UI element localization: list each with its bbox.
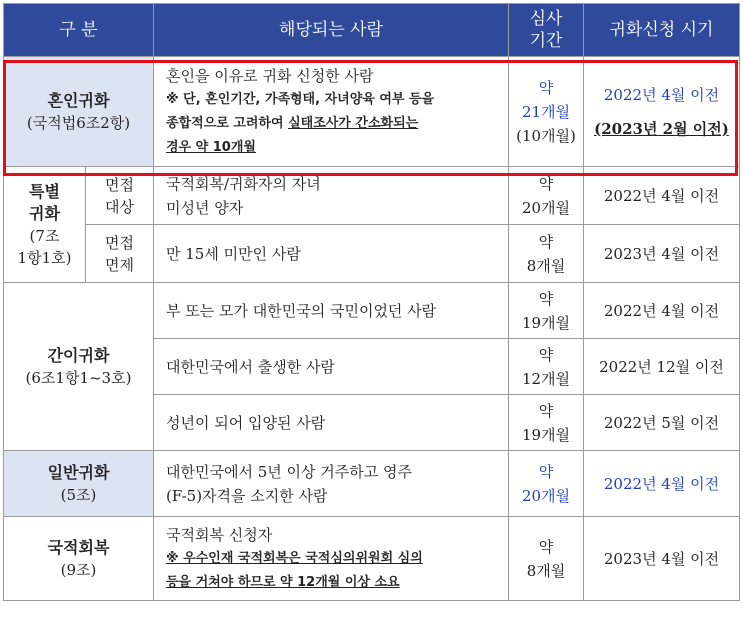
general-period1: 약 (538, 462, 554, 481)
naturalization-table (3, 3, 740, 601)
general-category (4, 451, 154, 517)
simple-period-1-months: 19개월 (521, 313, 571, 332)
special-exempt-sub2: 면제 (105, 255, 134, 274)
special-exempt-period1: 약 (538, 232, 554, 251)
marriage-note-line1: ※ 단, 혼인기간, 가족형태, 자녀양육 여부 등을 (166, 91, 435, 107)
marriage-period-months: 21개월 (521, 102, 571, 121)
marriage-timing (584, 57, 740, 167)
simple-law: (6조1항1~3호) (25, 368, 132, 387)
restore-period2: 8개월 (526, 561, 566, 580)
special-exempt-desc: 만 15세 미만인 사람 (154, 225, 509, 283)
simple-desc-2: 대한민국에서 출생한 사람 (154, 339, 509, 395)
simple-timing-3: 2022년 5월 이전 (584, 395, 740, 451)
marriage-desc-line: 혼인을 이유로 귀화 신청한 사람 (166, 66, 374, 85)
special-exempt-timing: 2023년 4월 이전 (584, 225, 740, 283)
special-interview-desc (154, 167, 509, 225)
header-row (4, 4, 740, 57)
special-interview-period2: 20개월 (521, 198, 571, 217)
special-interview-desc1: 국적회복/귀화자의 자녀 (166, 174, 321, 193)
table-row-marriage (4, 57, 740, 167)
general-period2: 20개월 (521, 486, 571, 505)
header-timing: 귀화신청 시기 (584, 4, 740, 57)
marriage-law: (국적법6조2항) (26, 113, 131, 132)
general-desc2: (F-5)자격을 소지한 사람 (166, 486, 328, 505)
restore-period (509, 517, 584, 601)
simple-timing-1: 2022년 4월 이전 (584, 283, 740, 339)
special-exempt-sub1: 면접 (105, 233, 134, 252)
simple-timing-2: 2022년 12월 이전 (584, 339, 740, 395)
special-interview-sub2: 대상 (105, 197, 134, 216)
simple-desc-1: 부 또는 모가 대한민국의 국민이었던 사람 (154, 283, 509, 339)
special-interview-sub1: 면접 (105, 175, 134, 194)
general-title: 일반귀화 (47, 462, 110, 482)
marriage-title: 혼인귀화 (47, 90, 110, 110)
marriage-category (4, 57, 154, 167)
restore-timing: 2023년 4월 이전 (584, 517, 740, 601)
general-law: (5조) (60, 485, 97, 504)
special-exempt-period (509, 225, 584, 283)
special-interview-desc2: 미성년 양자 (166, 198, 244, 217)
special-category (4, 167, 86, 283)
special-interview-period (509, 167, 584, 225)
simple-period-3-months: 19개월 (521, 425, 571, 444)
marriage-note-underline: 실태조사가 간소화되는 (288, 115, 419, 131)
simple-period-3 (509, 395, 584, 451)
marriage-timing-main: 2022년 4월 이전 (603, 85, 720, 104)
simple-desc-3: 성년이 되어 입양된 사람 (154, 395, 509, 451)
marriage-desc (154, 57, 509, 167)
header-category: 구 분 (4, 4, 154, 57)
restore-category (4, 517, 154, 601)
marriage-period-alt: (10개월) (516, 126, 576, 145)
simple-title: 간이귀화 (47, 345, 110, 365)
marriage-timing-alt: (2023년 2월 이전) (594, 119, 729, 138)
restore-note-line2: 등을 거쳐야 하므로 약 12개월 이상 소요 (166, 574, 400, 590)
header-period: 심사 기간 (509, 4, 584, 57)
simple-period-1-approx: 약 (538, 289, 554, 308)
simple-period-2-approx: 약 (538, 345, 554, 364)
restore-desc (154, 517, 509, 601)
table-row-general (4, 451, 740, 517)
header-target: 해당되는 사람 (154, 4, 509, 57)
simple-period-2 (509, 339, 584, 395)
simple-category (4, 283, 154, 451)
special-law-2: 1항1호) (17, 248, 72, 267)
special-interview-sub (86, 167, 154, 225)
simple-period-1 (509, 283, 584, 339)
special-interview-timing: 2022년 4월 이전 (584, 167, 740, 225)
simple-period-2-months: 12개월 (521, 369, 571, 388)
general-desc (154, 451, 509, 517)
restore-period1: 약 (538, 537, 554, 556)
marriage-note-line2 (166, 112, 508, 136)
special-exempt-period2: 8개월 (526, 256, 566, 275)
special-exempt-sub (86, 225, 154, 283)
table-row-simple-1 (4, 283, 740, 339)
general-desc1: 대한민국에서 5년 이상 거주하고 영주 (166, 462, 412, 481)
marriage-note-line3: 경우 약 10개월 (166, 139, 256, 155)
restore-title: 국적회복 (47, 537, 110, 557)
general-period (509, 451, 584, 517)
special-law-1: (7조 (29, 226, 60, 245)
marriage-period (509, 57, 584, 167)
restore-law: (9조) (60, 560, 97, 579)
special-title-1: 특별 (29, 181, 60, 201)
special-interview-period1: 약 (538, 174, 554, 193)
marriage-period-approx: 약 (538, 78, 554, 97)
table-row-special-interview (4, 167, 740, 225)
table-row-special-exempt (4, 225, 740, 283)
special-title-2: 귀화 (29, 203, 60, 223)
table-row-restore (4, 517, 740, 601)
marriage-note-plain: 종합적으로 고려하여 (166, 115, 289, 131)
simple-period-3-approx: 약 (538, 401, 554, 420)
restore-desc1: 국적회복 신청자 (166, 525, 273, 544)
general-timing: 2022년 4월 이전 (584, 451, 740, 517)
restore-note-line1: ※ 우수인재 국적회복은 국적심의위원회 심의 (166, 550, 423, 566)
